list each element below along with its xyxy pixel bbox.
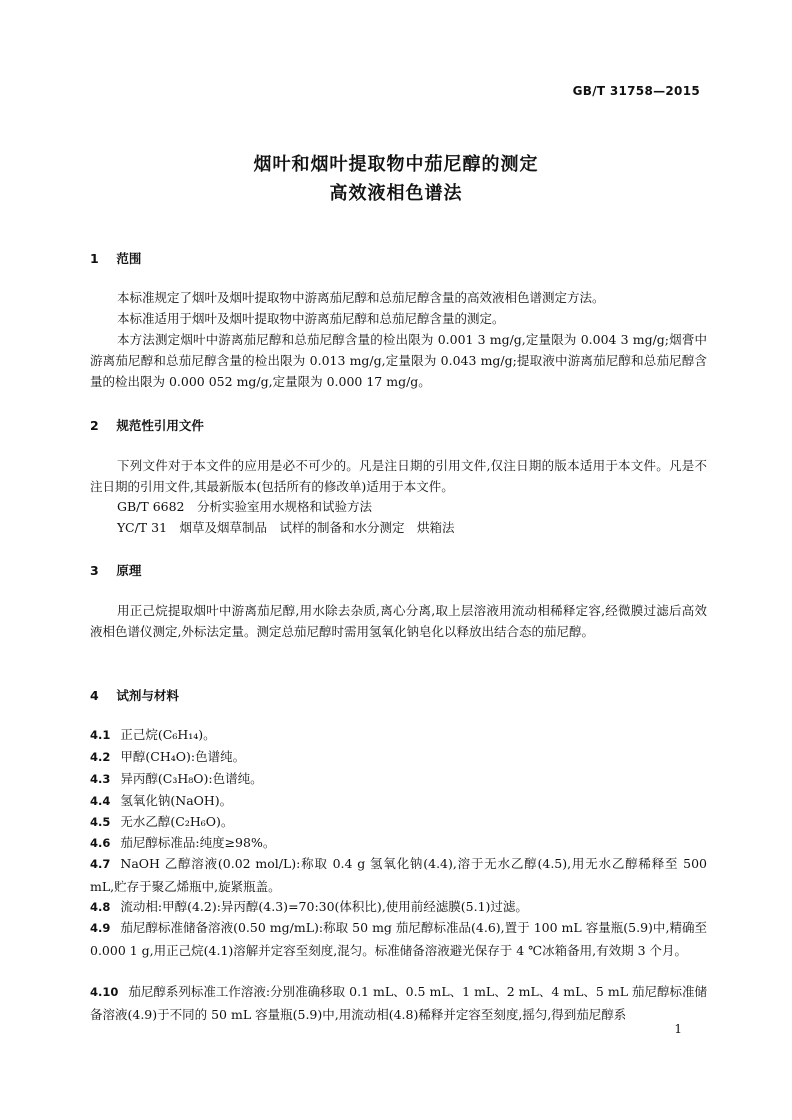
reference-item: GB/T 6682 分析实验室用水规格和试验方法 <box>117 499 373 514</box>
principle-paragraph: 用正己烷提取烟叶中游离茄尼醇,用水除去杂质,离心分离,取上层溶液用流动相稀释定容,经微膜过滤后高效液相色谱仪测定,外标法定量。测定总茄尼醇时需用氢氧化钠皂化以释放出结合态的茄尼醇。 <box>90 603 707 639</box>
document-subtitle: 高效液相色谱法 <box>329 183 463 204</box>
section-number: 2 <box>90 418 99 433</box>
item-number: 4.7 <box>90 857 111 871</box>
section-heading-scope <box>90 249 141 267</box>
section-number: 1 <box>90 251 99 266</box>
reagent-item <box>90 811 707 834</box>
item-text: 异丙醇(C₃H₈O):色谱纯。 <box>120 771 263 786</box>
reagent-item <box>90 917 707 961</box>
item-number: 4.1 <box>90 728 111 742</box>
scope-paragraph-1: 本标准规定了烟叶及烟叶提取物中游离茄尼醇和总茄尼醇含量的高效液相色谱测定方法。 <box>117 290 605 305</box>
section-heading-principle <box>90 561 141 579</box>
item-number: 4.2 <box>90 750 111 764</box>
item-number: 4.4 <box>90 794 111 808</box>
item-number: 4.9 <box>90 921 111 935</box>
item-text: 甲醇(CH₄O):色谱纯。 <box>120 749 246 764</box>
document-title: 烟叶和烟叶提取物中茄尼醇的测定 <box>253 154 539 175</box>
item-text: 茄尼醇标准品:纯度≥98%。 <box>120 835 276 850</box>
section-number: 3 <box>90 563 99 578</box>
item-text: 茄尼醇系列标准工作溶液:分别准确移取 0.1 mL、0.5 mL、1 mL、2 mL、4 mL、5 mL 茄尼醇标准储备溶液(4.9)于不同的 50 mL 容量瓶(5.9)中,用流动相(4.8)稀释并定容至刻度,摇匀,得到茄尼醇系 <box>90 984 707 1022</box>
item-number: 4.3 <box>90 772 111 786</box>
reagent-item <box>90 790 707 813</box>
section-title: 试剂与材料 <box>116 688 179 703</box>
section-heading-reagents <box>90 686 179 704</box>
item-text: 无水乙醇(C₂H₆O)。 <box>120 814 234 829</box>
reagent-item <box>90 768 707 791</box>
section-title: 原理 <box>116 563 142 578</box>
reagent-item <box>90 981 707 1025</box>
reagent-item <box>90 853 707 897</box>
reagent-item <box>90 746 707 769</box>
item-number: 4.6 <box>90 836 111 850</box>
item-text: 流动相:甲醇(4.2):异丙醇(4.3)=70:30(体积比),使用前经滤膜(5.1)过滤。 <box>120 899 528 914</box>
reagent-item <box>90 896 707 919</box>
page-number: 1 <box>674 1022 682 1036</box>
reagent-item <box>90 724 707 747</box>
item-text: 氢氧化钠(NaOH)。 <box>120 793 233 808</box>
item-text: 茄尼醇标准储备溶液(0.50 mg/mL):称取 50 mg 茄尼醇标准品(4.6),置于 100 mL 容量瓶(5.9)中,精确至 0.000 1 g,用正己烷(4.1)溶解并定容至刻度,混匀。标准储备溶液避光保存于 4 ℃冰箱备用,有效期 3 个月。 <box>90 920 707 958</box>
standard-code: GB/T 31758—2015 <box>572 84 700 98</box>
section-title: 规范性引用文件 <box>116 418 204 433</box>
item-number: 4.10 <box>90 985 119 999</box>
scope-paragraph-3: 本方法测定烟叶中游离茄尼醇和总茄尼醇含量的检出限为 0.001 3 mg/g,定量限为 0.004 3 mg/g;烟膏中游离茄尼醇和总茄尼醇含量的检出限为 0.013 mg/g,定量限为 0.043 mg/g;提取液中游离茄尼醇和总茄尼醇含量的检出限为 0.000 052 mg/g,定量限为 0.000 17 mg/g。 <box>90 332 707 389</box>
reagent-item <box>90 832 707 855</box>
section-heading-references <box>90 416 204 434</box>
reference-item: YC/T 31 烟草及烟草制品 试样的制备和水分测定 烘箱法 <box>117 520 455 535</box>
section-title: 范围 <box>116 251 142 266</box>
references-intro: 下列文件对于本文件的应用是必不可少的。凡是注日期的引用文件,仅注日期的版本适用于本文件。凡是不注日期的引用文件,其最新版本(包括所有的修改单)适用于本文件。 <box>90 458 707 494</box>
section-number: 4 <box>90 688 99 703</box>
item-text: 正己烷(C₆H₁₄)。 <box>120 727 216 742</box>
item-number: 4.5 <box>90 815 111 829</box>
item-text: NaOH 乙醇溶液(0.02 mol/L):称取 0.4 g 氢氧化钠(4.4),溶于无水乙醇(4.5),用无水乙醇稀释至 500 mL,贮存于聚乙烯瓶中,旋紧瓶盖。 <box>90 856 707 894</box>
scope-paragraph-2: 本标准适用于烟叶及烟叶提取物中游离茄尼醇和总茄尼醇含量的测定。 <box>117 311 505 326</box>
item-number: 4.8 <box>90 900 111 914</box>
